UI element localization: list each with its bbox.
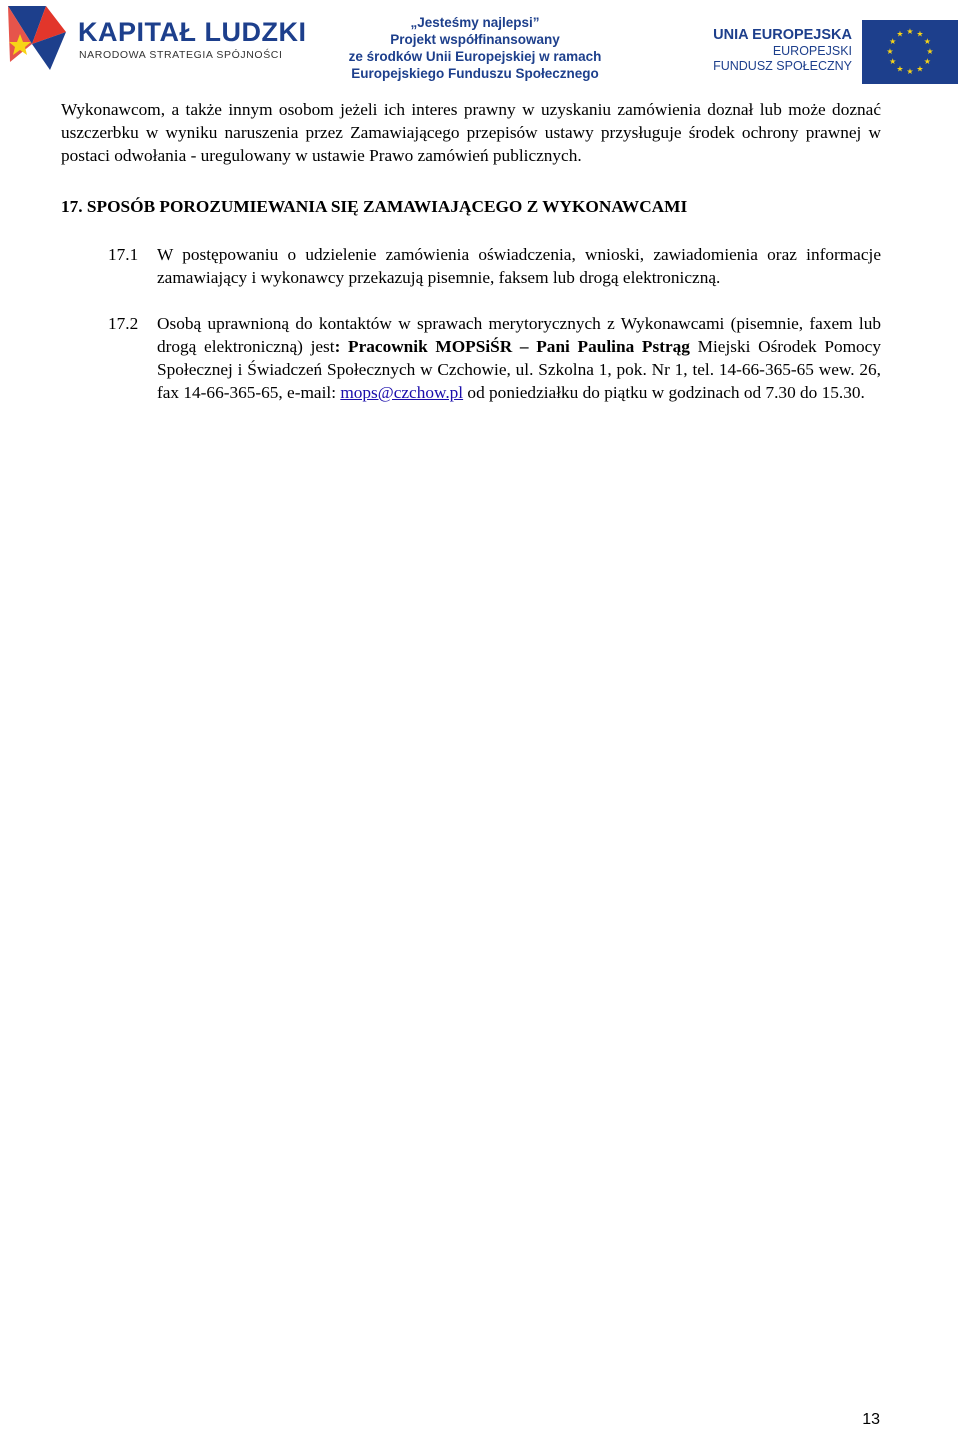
eu-title: UNIA EUROPEJSKA — [713, 27, 852, 43]
project-line-3: ze środków Unii Europejskiej w ramach — [348, 49, 602, 64]
contact-person: : Pracownik MOPSiŚR – Pani Paulina Pstrąg — [334, 337, 690, 356]
intro-paragraph: Wykonawcom, a także innym osobom jeżeli ich interes prawny w uzyskaniu zamówienia doznał lub może doznać uszczerbku w wyniku naruszenia przez Zamawiającego przepisów ustawy przysługuje środek ochrony prawnej w postaci odwołania - uregulowany w ustawie Prawo zamówień publicznych. — [61, 100, 881, 165]
kapital-ludzki-subtitle: NARODOWA STRATEGIA SPÓJNOŚCI — [79, 49, 283, 61]
svg-text:★: ★ — [916, 29, 924, 39]
project-line-4: Europejskiego Funduszu Społecznego — [351, 66, 599, 81]
list-item — [108, 243, 881, 289]
svg-text:★: ★ — [889, 57, 897, 66]
kapital-ludzki-logo — [6, 4, 306, 76]
svg-text:★: ★ — [926, 47, 934, 56]
svg-text:★: ★ — [906, 67, 914, 76]
svg-text:★: ★ — [896, 64, 904, 74]
email-link[interactable]: mops@czchow.pl — [340, 383, 464, 402]
kapital-ludzki-title: KAPITAŁ LUDZKI — [78, 17, 307, 47]
svg-text:★: ★ — [886, 47, 894, 56]
page-header — [0, 0, 960, 90]
project-line-2: Projekt współfinansowany — [390, 32, 560, 47]
project-header — [320, 14, 630, 82]
item-text: W postępowaniu o udzielenie zamówienia oświadczenia, wnioski, zawiadomienia oraz informacje zamawiający i wykonawcy przekazują pisemnie, faksem lub drogą elektroniczną. — [157, 245, 881, 287]
item-text-address: Miejski Ośrodek Pomocy Społecznej i Świadczeń Społecznych w Czchowie, ul. Szkolna 1, pok. Nr 1, tel. 14-66-365-65 wew. 26, fax 14-66-365-65, e-mail: — [157, 337, 881, 402]
eu-fund-line-1: EUROPEJSKI — [772, 44, 852, 58]
svg-text:★: ★ — [896, 29, 904, 39]
item-text — [157, 312, 881, 404]
svg-text:★: ★ — [916, 64, 924, 74]
svg-text:★: ★ — [923, 57, 931, 66]
item-text-hours: od poniedziałku do piątku w godzinach od 7.30 do 15.30. — [463, 383, 865, 402]
item-number: 17.2 — [108, 314, 139, 333]
kapital-ludzki-emblem-icon — [6, 4, 68, 72]
item-number: 17.1 — [108, 245, 139, 264]
page-number: 13 — [862, 1411, 880, 1428]
eu-logo-text — [700, 26, 852, 74]
svg-text:★: ★ — [906, 27, 914, 36]
project-name: „Jesteśmy najlepsi” — [410, 15, 540, 30]
item-text-intro: Osobą uprawnioną do kontaktów w sprawach merytorycznych z Wykonawcami (pisemnie, faxem lub drogą elektroniczną) jest — [157, 314, 881, 356]
list-item — [108, 312, 881, 404]
svg-text:★: ★ — [889, 37, 897, 46]
svg-text:★: ★ — [923, 37, 931, 46]
eu-fund-line-2: FUNDUSZ SPOŁECZNY — [713, 59, 852, 73]
section-heading: 17. SPOSÓB POROZUMIEWANIA SIĘ ZAMAWIAJĄCEGO Z WYKONAWCAMI — [61, 197, 688, 216]
eu-flag-icon — [862, 20, 958, 84]
